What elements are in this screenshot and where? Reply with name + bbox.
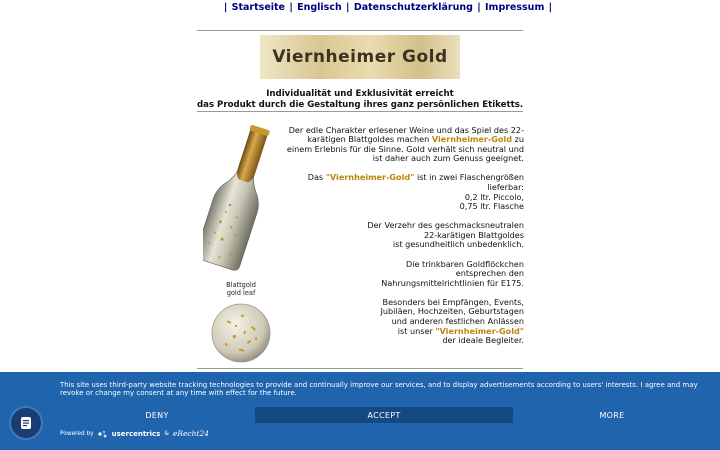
text-line: lieferbar:	[487, 181, 524, 192]
nav-separator: |	[548, 2, 553, 13]
powered-by-label: Powered by	[60, 430, 94, 437]
text-line: ist daher auch zum Genuss geeignet.	[372, 153, 524, 164]
brand-highlight: "Viernheimer-Gold"	[325, 172, 415, 183]
usercentrics-label: usercentrics	[111, 429, 161, 438]
text-line: 0,2 ltr. Piccolo,	[464, 191, 524, 202]
intro-line: das Produkt durch die Gestaltung ihres ganz persönlichen Etiketts.	[197, 99, 524, 110]
cookie-consent-banner	[0, 372, 720, 450]
text-fragment: karätigen Blattgoldes machen	[307, 134, 432, 145]
text-fragment: ist unser	[397, 325, 436, 336]
nav-link-englisch[interactable]: Englisch	[297, 2, 342, 13]
text-line: ist gesundheitlich unbedenklich.	[392, 239, 524, 250]
nav-separator: |	[346, 2, 350, 13]
brand-banner	[260, 35, 460, 79]
bottom-divider	[197, 368, 523, 369]
gold-leaf-image	[211, 303, 271, 363]
accept-button[interactable]: ACCEPT	[255, 407, 513, 423]
usercentrics-logo-icon	[98, 430, 108, 438]
nav-link-impressum[interactable]: Impressum	[485, 2, 545, 13]
nav-link-datenschutz[interactable]: Datenschutzerklärung	[353, 2, 473, 13]
text-line: 0,75 ltr. Flasche	[459, 201, 524, 212]
top-navigation	[0, 2, 720, 13]
intro-heading	[197, 89, 523, 110]
deny-button[interactable]: DENY	[145, 410, 169, 420]
text-line: Der edle Charakter erlesener Weine und das Spiel des 22-	[288, 124, 524, 135]
text-line: Nahrungsmittelrichtlinien für E175.	[381, 277, 524, 288]
text-line: Jubiläen, Hochzeiten, Geburtstagen	[380, 306, 524, 317]
brand-highlight: Viernheimer-Gold	[431, 134, 513, 145]
more-button[interactable]: MORE	[599, 410, 625, 420]
nav-separator: |	[223, 2, 228, 13]
section-divider	[197, 111, 523, 112]
text-fragment: Das	[307, 172, 326, 183]
image-caption	[206, 281, 276, 297]
erecht24-label: eRecht24	[172, 429, 210, 438]
nav-separator: |	[477, 2, 481, 13]
powered-by	[60, 429, 209, 438]
privacy-settings-button[interactable]	[11, 408, 41, 438]
text-fragment: ist in zwei Flaschengrößen	[414, 172, 524, 183]
caption-line: gold leaf	[226, 289, 256, 297]
text-line: 22-karätigen Blattgoldes	[423, 229, 524, 240]
text-line: einem Erlebnis für die Sinne. Gold verhält sich neutral und	[286, 143, 524, 154]
text-line: Der Verzehr des geschmacksneutralen	[367, 220, 524, 231]
top-divider	[197, 30, 523, 31]
text-fragment: zu	[512, 134, 524, 145]
nav-separator: |	[289, 2, 293, 13]
nav-link-startseite[interactable]: Startseite	[231, 2, 285, 13]
brand-highlight: "Viernheimer-Gold"	[435, 325, 524, 336]
text-line: Die trinkbaren Goldflöckchen	[405, 258, 524, 269]
caption-line: Blattgold	[226, 281, 256, 289]
cookie-notice-text: This site uses third-party website tracking technologies to provide and continually improve our services, and to display advertisements according to users' interests. I agree and may revoke or change my consent at any time with effect for the future.	[60, 381, 698, 397]
text-line: entsprechen den	[455, 268, 524, 279]
text-line: und anderen festlichen Anlässen	[391, 316, 524, 326]
fingerprint-icon	[19, 416, 33, 430]
ampersand: &	[164, 430, 169, 437]
text-line: der ideale Begleiter.	[442, 335, 524, 346]
champagne-bottle-image	[203, 122, 273, 272]
text-line: Besonders bei Empfängen, Events,	[382, 296, 524, 307]
banner-title: Viernheimer Gold	[272, 47, 448, 67]
intro-line: Individualität und Exklusivität erreicht	[266, 89, 454, 99]
product-description	[274, 116, 524, 355]
